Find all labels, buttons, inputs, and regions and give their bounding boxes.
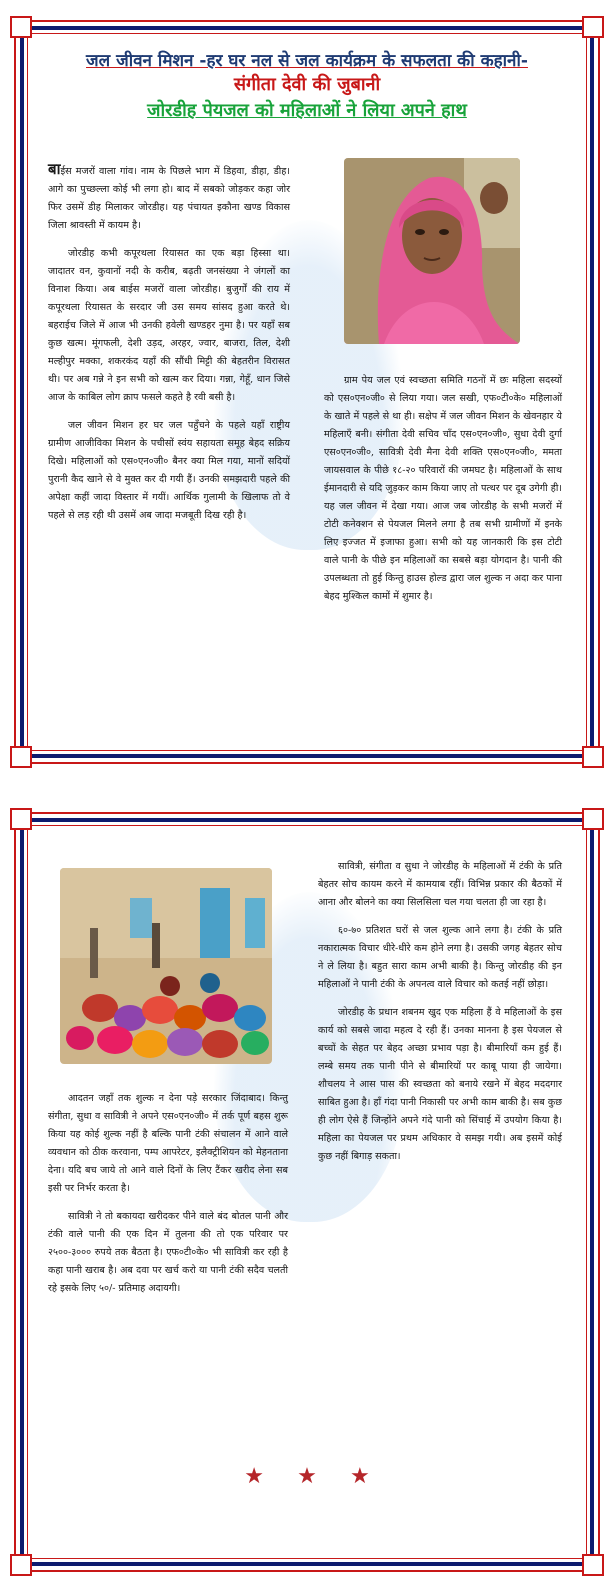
corner-ornament	[10, 746, 32, 768]
story-title: जल जीवन मिशन -हर घर नल से जल कार्यक्रम के सफलता की कहानी-	[86, 51, 528, 71]
star-icon: ★	[349, 1464, 370, 1489]
page-two	[14, 812, 600, 1572]
meeting-photo	[60, 868, 272, 1064]
paragraph: बाईस मजरों वाला गांव। नाम के पिछले भाग में डिहवा, डीहा, डीह। आगे का पुच्छल्ला कोई भी लगा हो। बाद में सबको जोड़कर कहा जोर फिर उसमें डीह मिलाकर जोरडीह। यह पंचायत इकौना खण्ड विकास जिला श्रावस्ती में कायम है।	[48, 160, 290, 231]
star-icon: ★	[244, 1464, 265, 1489]
story-subtitle: संगीता देवी की जुबानी	[233, 74, 381, 95]
paragraph: ६०-७० प्रतिशत घरों से जल शुल्क आने लगा है। टंकी के प्रति नकारात्मक विचार धीरे-धीरे कम होने लगा है। उसकी जगह बेहतर सोच ने ले लिया है। बहुत सारा काम अभी बाकी है। किन्तु जोरडीह की इन महिलाओं ने पानी टंकी के अपनत्व वाले विचार को कतई नहीं छोड़ा।	[318, 925, 562, 990]
corner-ornament	[582, 16, 604, 38]
page1-right-column	[324, 372, 562, 616]
meeting-illustration	[60, 868, 272, 1064]
page2-right-column	[318, 858, 562, 1176]
corner-ornament	[10, 808, 32, 830]
paragraph: जल जीवन मिशन हर घर जल पहुँचने के पहले यहाँ राष्ट्रीय ग्रामीण आजीविका मिशन के पचीसों स्वंय सहायता समूह बेहद सक्रिय दिखे। महिलाओं को एस०एन०जी० बैनर क्या मिल गया, मानों सदियों पुरानी कैद खाने से वे मुक्त कर दी गयी हैं। उनकी समझदारी पहले की अपेक्षा कहीं जादा विस्तार में गयीं। आर्थिक गुलामी के खिलाफ तो वे पहले से लड़ रही थी उसमें अब जादा मजबूती दिख रही है।	[48, 420, 290, 521]
page2-left-column	[48, 1090, 288, 1308]
corner-ornament	[10, 1554, 32, 1576]
corner-ornament	[10, 16, 32, 38]
star-icon: ★	[297, 1464, 317, 1489]
paragraph: ग्राम पेय जल एवं स्वच्छता समिति गठनों में छः महिला सदस्यों को एस०एन०जी० से लिया गया। जल सखी, एफ०टी०के० महिलाओं के खाते में पहले से था ही। सक्षेप में जल जीवन मिशन के खेवनहार ये महिलाएँ बनी। संगीता देवी सचिव चाँद एस०एन०जी०, सुधा देवी दुर्गा एस०एन०जी०, सावित्री देवी मैना देवी शक्ति एस०एन०जी०, ममता जायसवाल के पीछे १८-२० परिवारों की जमघट है। महिलाओं के साथ ईमानदारी से यदि जुड़कर काम किया जाए तो पत्थर पर दूब उगेगी ही। यह जल जीवन में देखा गया। आज जब जोरडीह के सभी मजरों में टोटी कनेक्शन से पेयजल मिलने लगा है तब सभी ग्रामीणों में इनके लिए इज्जत में इजाफा हुआ। सभी को यह जानकारी कि इस टोटी वाले पानी के पीछे इन महिलाओं का सबसे बड़ा योगदान है। पानी की उपलब्धता तो हुई किन्तु हाउस होल्ड द्वारा जल शुल्क न अदा कर पाना बेहद मुश्किल कामों में शुमार है।	[324, 375, 562, 602]
header	[14, 50, 600, 124]
story-headline: जोरडीह पेयजल को महिलाओं ने लिया अपने हाथ	[147, 100, 467, 121]
corner-ornament	[582, 1554, 604, 1576]
star-ornaments	[14, 1464, 600, 1489]
paragraph: सावित्री, संगीता व सुधा ने जोरडीह के महिलाओं में टंकी के प्रति बेहतर सोच कायम करने में कामयाब रहीं। विभिन्न प्रकार की बैठकों में आना और बोलने का क्या सिलसिला चल गया चलता ही जा रहा है।	[318, 861, 562, 908]
paragraph: जोरडीह के प्रधान शबनम खुद एक महिला हैं वे महिलाओं के इस कार्य को सबसे जादा महत्व दे रही हैं। उनका मानना है इस पेयजल से बच्चों के सेहत पर बेहद अच्छा प्रभाव पड़ा है। बीमारियाँ कम हुई हैं। लम्बे समय तक पानी पीने से बीमारियों पर काबू पाया ही जायेगा। शौचलय ने आस पास की स्वच्छता को बनाये रखने में बेहद मददगार साबित हुआ है। हाँ गंदा पानी निकासी पर अभी काम बाकी है। सब कुछ ही लोग ऐसे हैं जिन्होंने अपने गंदे पानी को सिंचाई में उपयोग किया है। महिला का पेयजल पर प्रथम अधिकार वे समझ गयी। अब इसमें कोई कुछ नहीं बिगाड़ सकता।	[318, 1007, 562, 1162]
dropcap: बा	[48, 160, 61, 178]
portrait-illustration	[344, 158, 520, 344]
page1-left-column	[48, 160, 290, 535]
paragraph: आदतन जहाँ तक शुल्क न देना पड़े सरकार जिंदाबाद। किन्तु संगीता, सुधा व सावित्री ने अपने एस०एन०जी० में तर्क पूर्ण बहस शुरू किया यह कोई शुल्क नहीं है बल्कि पानी टंकी संचालन में आने वाले व्यवधान को ठीक करवाना, पम्प आपरेटर, इलैक्ट्रीशियन को मेहनताना देना। यदि बच जाये तो आने वाले दिनों के लिए टैंकर खरीद लेना सब इसी पर निर्भर करता है।	[48, 1093, 288, 1194]
paragraph: जोरडीह कभी कपूरथला रियासत का एक बड़ा हिस्सा था। जादातर वन, कुवानों नदी के करीब, बढ़ती जनसंख्या ने जंगलों का विनाश किया। अब बाईस मजरों वाला जोरडीह। बुजुर्गों की राय में कपूरथला रियासत के सरदार जी उस समय सांसद हुआ करते थे। बहराईच जिले में आज भी उनकी हवेली खण्डहर नुमा है। पर यहाँ सब कुछ खत्म। मूंगफली, देशी उड़द, अरहर, ज्वार, बाजरा, तिल, देशी मल्हीपुर मक्का, शकरकंद यहाँ की सौंधी मिट्टी की बेहतरीन विरासत थी। पर अब गन्ने ने इन सभी को खत्म कर दिया। गन्ना, गेहूँ, धान जिसे आज के काबिल लोग क्राप फसले कहते है रवी बसी है।	[48, 248, 290, 403]
corner-ornament	[582, 808, 604, 830]
page-one	[14, 20, 600, 764]
sangeeta-devi-photo	[344, 158, 520, 344]
paragraph: सावित्री ने तो बकायदा खरीदकर पीने वाले बंद बोतल पानी और टंकी वाले पानी की एक दिन में तुलना की तो एक परिवार पर २५००-३००० रुपये तक बैठता है। एफ०टी०के० भी सावित्री कर रही है कहा पानी खराब है। अब दवा पर खर्च करो या पानी टंकी सदैव चलती रहे इसके लिए ५०/- प्रतिमाह अदायगी।	[48, 1211, 288, 1294]
corner-ornament	[582, 746, 604, 768]
